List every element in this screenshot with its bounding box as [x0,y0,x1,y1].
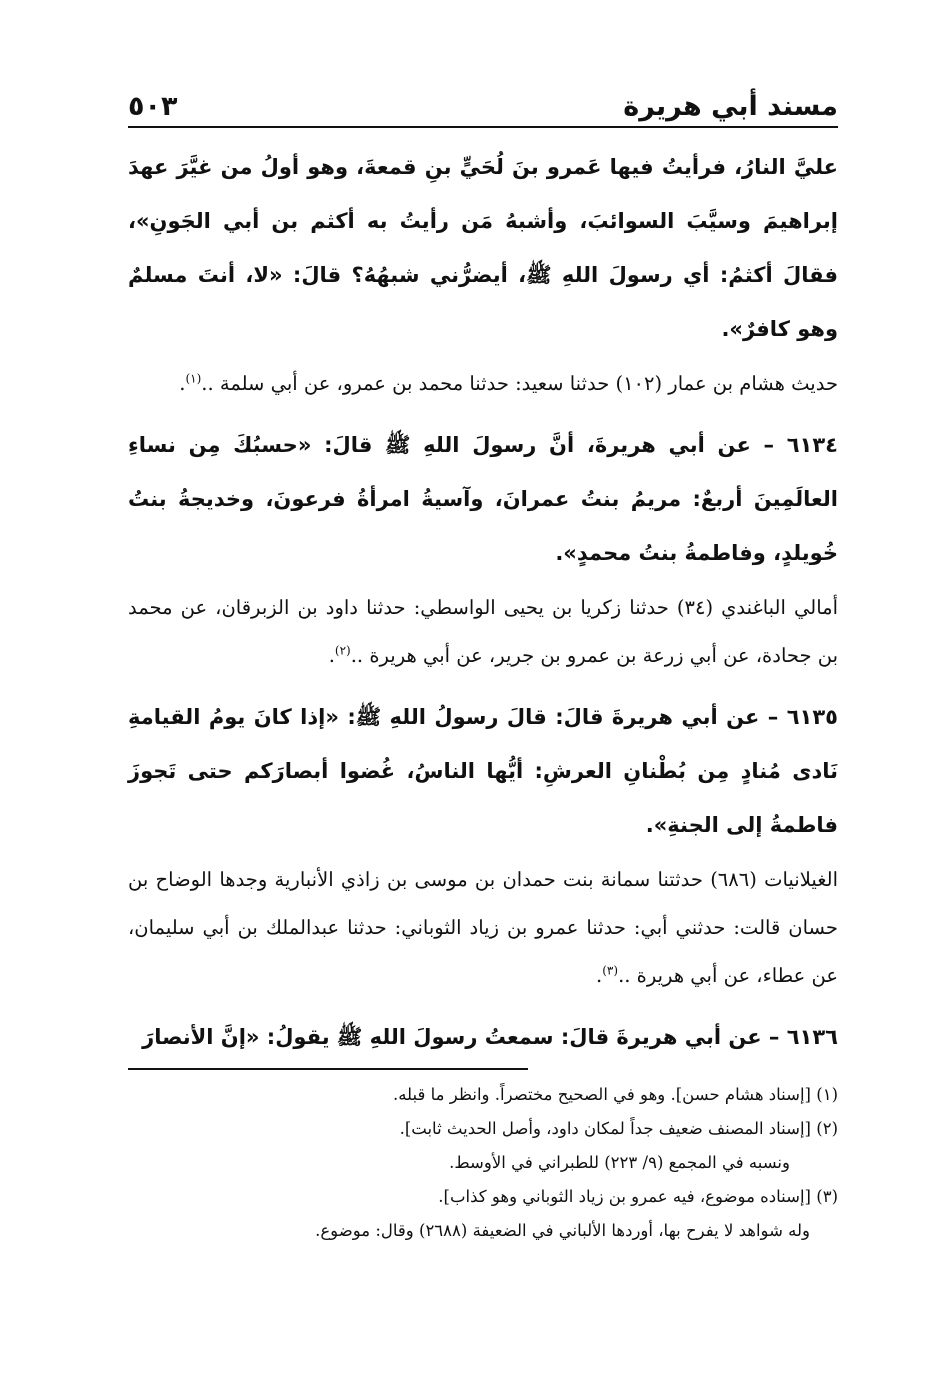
source-note: الغيلانيات (٦٨٦) حدثتنا سمانة بنت حمدان بن موسى بن زاذي الأنبارية وجدها الوضاح بن حسان قالت: حدثني أبي: حدثنا عمرو بن زياد الثوباني: حدثنا عبدالملك بن أبي سليمان، عن عطاء، عن أبي هريرة ..$^{(٣)}$. [128,868,838,987]
footnote-divider [128,1068,528,1070]
footnote-3: (٣) [إسناده موضوع، فيه عمرو بن زياد الثوباني وهو كذاب]. [438,1187,838,1206]
hadith-text: عن أبي هريرةَ قالَ: قالَ رسولُ اللهِ ﷺ: «إذا كانَ يومُ القيامةِ نَادى مُنادٍ مِن بُطْنانِ العرشِ: أيُّها الناسُ، غُضوا أبصارَكم حتى تَجوزَ فاطمةُ إلى الجنةِ». [128,705,838,837]
footnote-3-continuation: وله شواهد لا يفرح بها، أوردها الألباني في الضعيفة (٢٦٨٨) وقال: موضوع. [315,1221,810,1240]
footnote-2-continuation: ونسبه في المجمع (٩/ ٢٢٣) للطبراني في الأوسط. [449,1153,790,1172]
hadith-text: عن أبي هريرةَ قالَ: سمعتُ رسولَ اللهِ ﷺ يقولُ: «إنَّ الأنصارَ [142,1025,762,1049]
source-note: أمالي الباغندي (٣٤) حدثنا زكريا بن يحيى الواسطي: حدثنا داود بن الزبرقان، عن محمد بن جحادة، عن أبي زرعة بن عمرو بن جرير، عن أبي هريرة ..$^{(٢)}$. [128,596,838,667]
source-text: الغيلانيات (٦٨٦) حدثتنا سمانة بنت حمدان بن موسى بن زاذي الأنبارية وجدها الوضاح بن حسان قالت: حدثني أبي: حدثنا عمرو بن زياد الثوباني: حدثنا عبدالملك بن أبي سليمان، عن عطاء، عن أبي هريرة .. [128,868,838,987]
page-header [128,82,838,128]
footnote-marker[interactable]: (٣) [602,963,619,978]
hadith-6135: ٦١٣٥ – عن أبي هريرةَ قالَ: قالَ رسولُ اللهِ ﷺ: «إذا كانَ يومُ القيامةِ نَادى مُنادٍ مِن بُطْنانِ العرشِ: أيُّها الناسُ، غُضوا أبصارَكم حتى تَجوزَ فاطمةُ إلى الجنةِ». [128,705,838,837]
footnotes [128,1078,838,1248]
hadith-number: ٦١٣٤ [786,433,839,457]
hadith-text: عن أبي هريرةَ، أنَّ رسولَ اللهِ ﷺ قالَ: «حسبُكَ مِن نساءِ العالَمِينَ أربعٌ: مريمُ بنتُ عمرانَ، وآسيةُ امرأةُ فرعونَ، وخديجةُ بنتُ خُويلدٍ، وفاطمةُ بنتُ محمدٍ». [128,433,838,565]
footnote-2: (٢) [إسناد المصنف ضعيف جداً لمكان داود، وأصل الحديث ثابت]. [399,1119,838,1138]
source-note: حديث هشام بن عمار (١٠٢) حدثنا سعيد: حدثنا محمد بن عمرو، عن أبي سلمة ..$^{(١)}$. [179,371,838,395]
source-text: حديث هشام بن عمار (١٠٢) حدثنا سعيد: حدثنا محمد بن عمرو، عن أبي سلمة .. [201,372,838,395]
footnote-marker[interactable]: (١) [185,371,202,386]
hadith-number: ٦١٣٦ [786,1025,838,1049]
running-title: مسند أبي هريرة [623,91,838,122]
footnote-marker[interactable]: (٢) [334,643,351,658]
hadith-text: عليَّ النارُ، فرأيتُ فيها عَمرو بنَ لُحَيٍّ بنِ قمعةَ، وهو أولُ من غيَّرَ عهدَ إبراهيمَ وسيَّبَ السوائبَ، وأشبهُ مَن رأيتُ به أكثم بن أبي الجَونِ»، فقالَ أكثمُ: أي رسولَ اللهِ ﷺ، أيضرُّني شبهُهُ؟ قالَ: «لا، أنتَ مسلمٌ وهو كافرٌ». [128,155,838,341]
source-text: أمالي الباغندي (٣٤) حدثنا زكريا بن يحيى الواسطي: حدثنا داود بن الزبرقان، عن محمد بن جحادة، عن أبي زرعة بن عمرو بن جرير، عن أبي هريرة .. [128,596,838,667]
main-text [128,140,838,1064]
hadith-6134: ٦١٣٤ – عن أبي هريرةَ، أنَّ رسولَ اللهِ ﷺ قالَ: «حسبُكَ مِن نساءِ العالَمِينَ أربعٌ: مريمُ بنتُ عمرانَ، وآسيةُ امرأةُ فرعونَ، وخديجةُ بنتُ خُويلدٍ، وفاطمةُ بنتُ محمدٍ». [128,433,839,565]
page-number: ٥٠٣ [128,91,178,122]
footnote-1: (١) [إسناد هشام حسن]. وهو في الصحيح مختصراً. وانظر ما قبله. [392,1085,838,1104]
hadith-6136: ٦١٣٦ – عن أبي هريرةَ قالَ: سمعتُ رسولَ اللهِ ﷺ يقولُ: «إنَّ الأنصارَ [142,1025,838,1049]
book-page [128,82,839,1240]
hadith-number: ٦١٣٥ [786,705,838,729]
hadith-continuation [128,140,838,356]
